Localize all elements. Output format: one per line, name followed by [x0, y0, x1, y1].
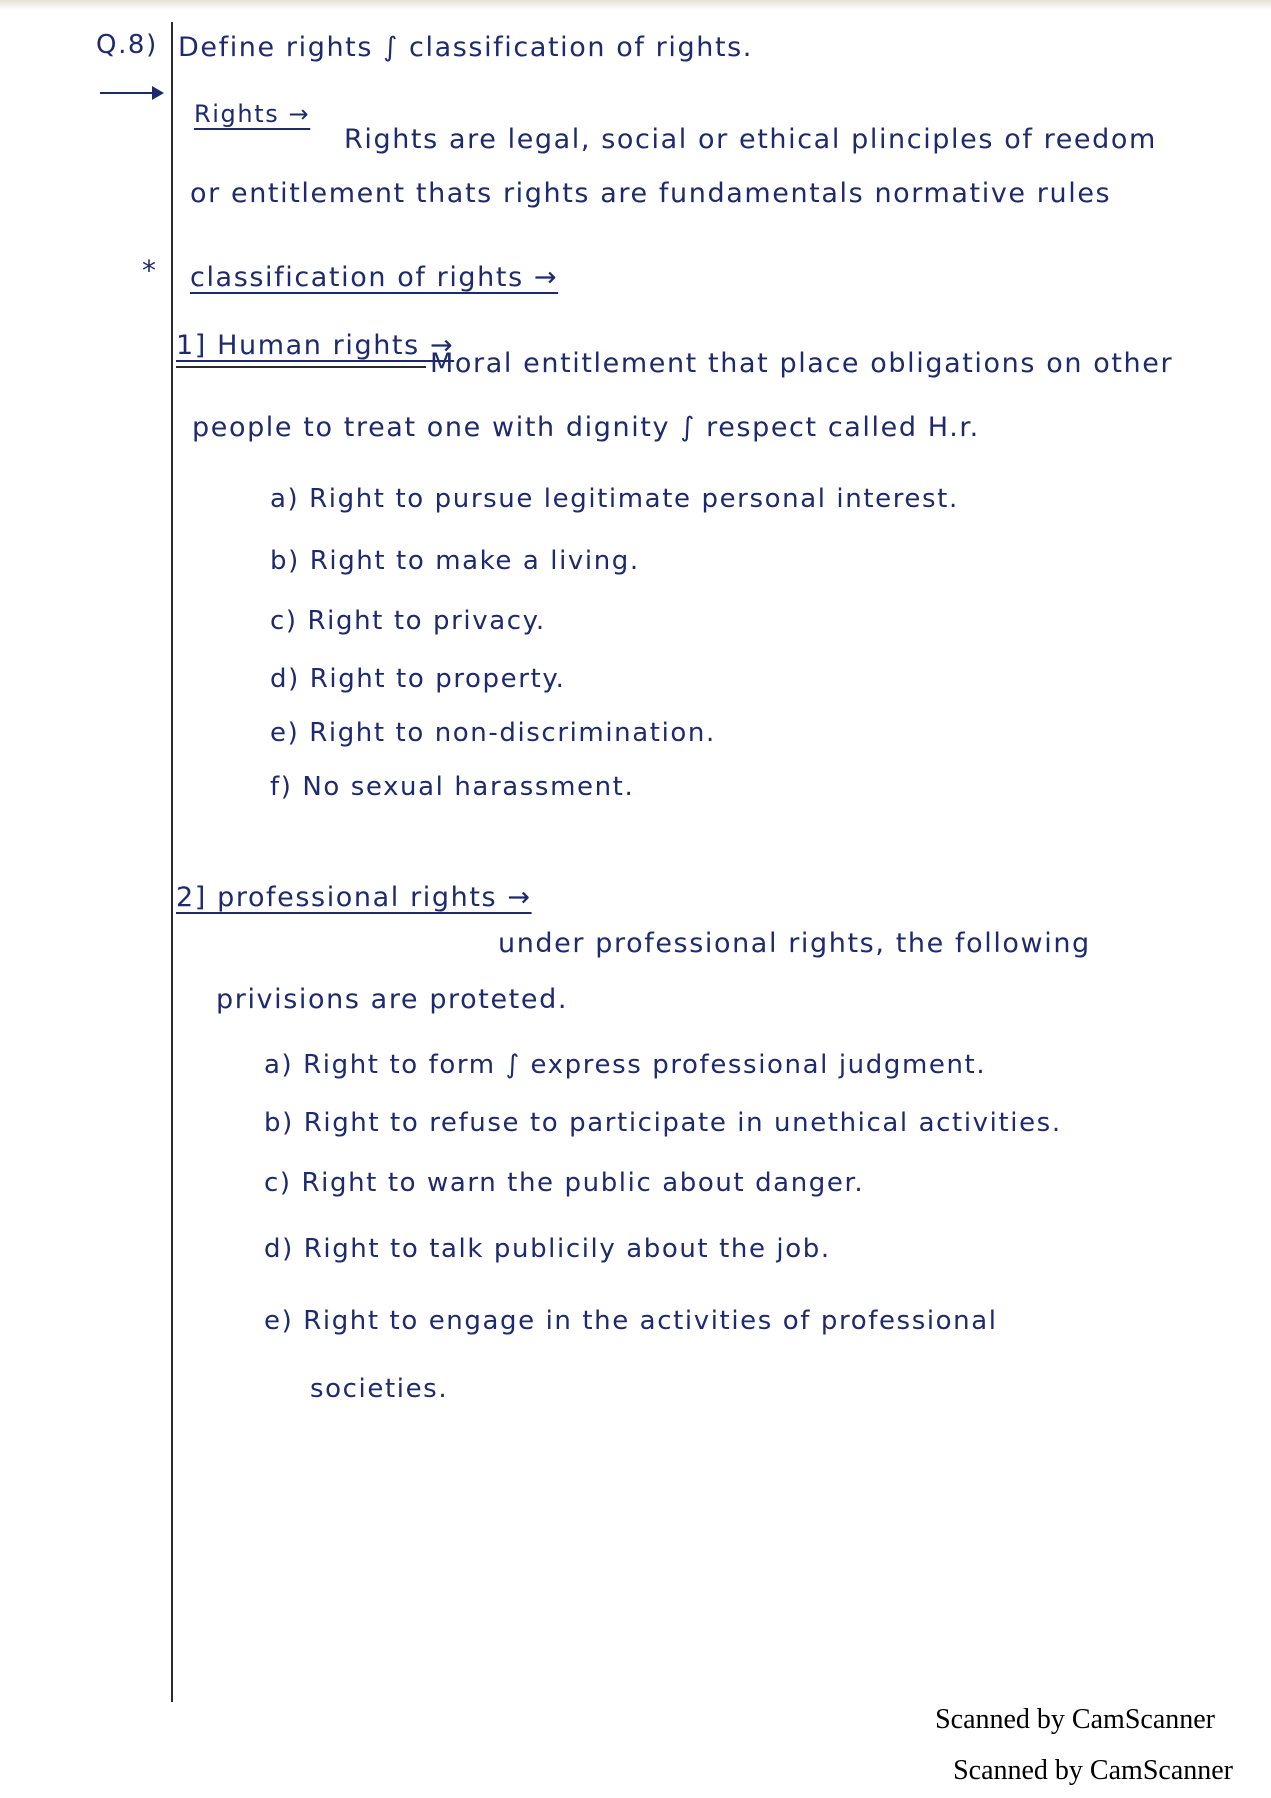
human-rights-rule	[176, 366, 426, 368]
human-rights-line-2: people to treat one with dignity ∫ respect called H.r.	[192, 412, 980, 443]
professional-rights-item: d) Right to talk publicily about the job.	[264, 1234, 831, 1264]
margin-line	[171, 22, 173, 1702]
margin-arrow-icon	[152, 86, 164, 100]
classification-heading: classification of rights →	[190, 262, 559, 293]
human-rights-item: d) Right to property.	[270, 664, 566, 694]
professional-rights-heading: 2] professional rights →	[176, 882, 532, 913]
rights-heading: Rights →	[194, 100, 311, 128]
question-title: Define rights ∫ classification of rights.	[178, 32, 753, 63]
professional-rights-item: e) Right to engage in the activities of professional	[264, 1306, 998, 1336]
professional-rights-line-1: under professional rights, the following	[498, 928, 1091, 959]
human-rights-line-1: Moral entitlement that place obligations on other	[430, 348, 1174, 379]
page-top-edge	[0, 0, 1271, 10]
rights-line-2: or entitlement thats rights are fundamentals normative rules	[190, 178, 1112, 209]
star-mark: *	[142, 254, 158, 287]
professional-rights-item: b) Right to refuse to participate in unethical activities.	[264, 1108, 1062, 1138]
professional-rights-item: a) Right to form ∫ express professional judgment.	[264, 1050, 987, 1080]
scanner-stamp: Scanned by CamScanner	[953, 1755, 1233, 1786]
rights-line-1: Rights are legal, social or ethical plinciples of reedom	[344, 124, 1157, 155]
human-rights-item: e) Right to non-discrimination.	[270, 718, 716, 748]
question-number: Q.8)	[96, 30, 158, 60]
professional-rights-item: c) Right to warn the public about danger.	[264, 1168, 865, 1198]
professional-rights-item: societies.	[310, 1374, 449, 1404]
human-rights-item: c) Right to privacy.	[270, 606, 546, 636]
professional-rights-line-2: privisions are proteted.	[216, 984, 568, 1015]
human-rights-item: a) Right to pursue legitimate personal interest.	[270, 484, 959, 514]
human-rights-item: f) No sexual harassment.	[270, 772, 635, 802]
human-rights-item: b) Right to make a living.	[270, 546, 640, 576]
scanner-stamp: Scanned by CamScanner	[935, 1704, 1215, 1735]
human-rights-heading: 1] Human rights →	[176, 330, 455, 361]
